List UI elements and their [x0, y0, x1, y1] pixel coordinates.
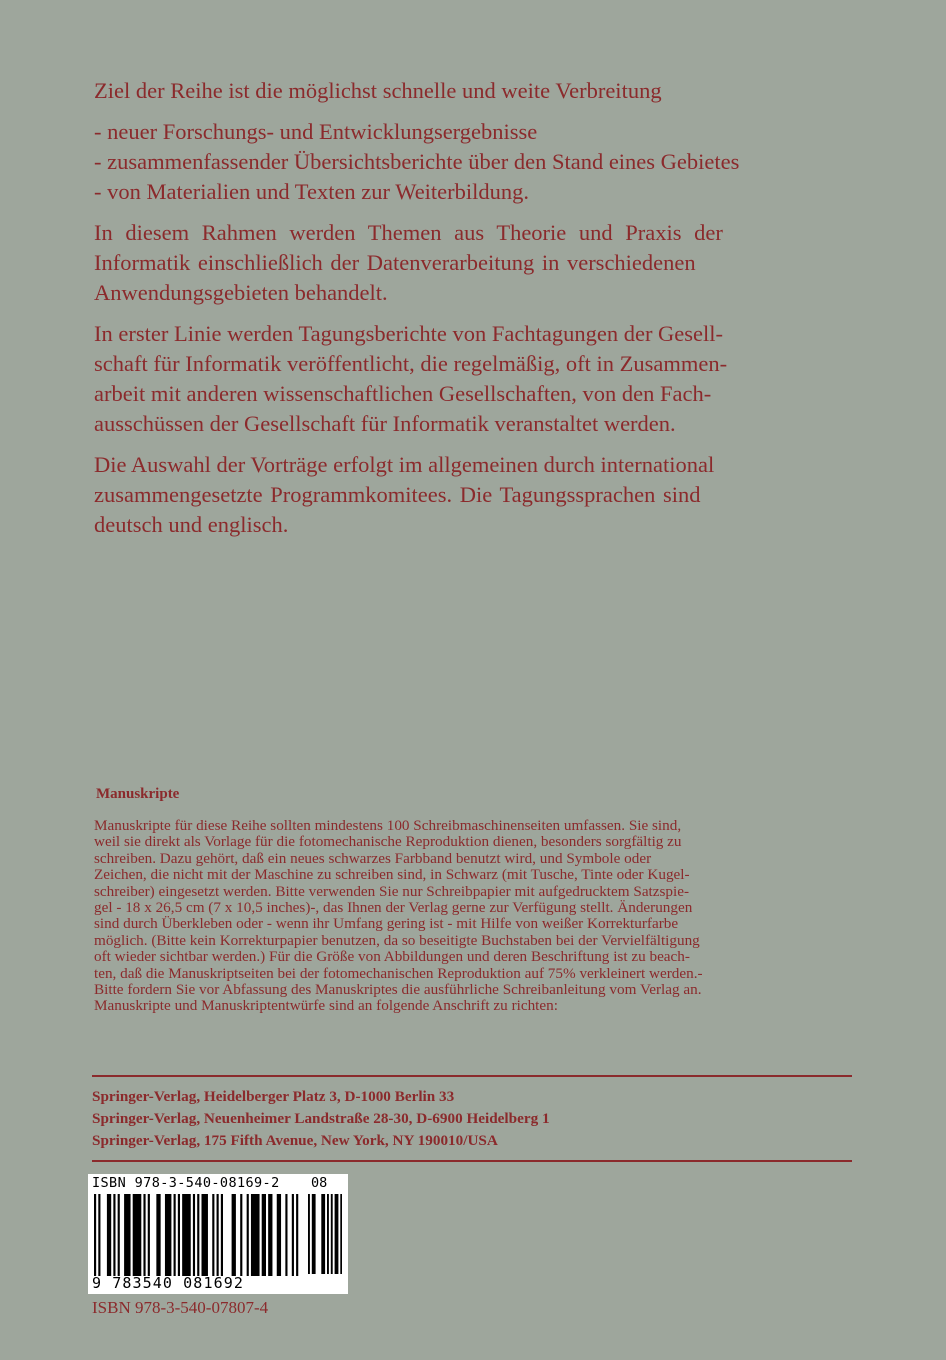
barcode-bar	[331, 1194, 333, 1274]
address-line: Springer-Verlag, Neuenheimer Landstraße 28-30, D-6900 Heidelberg 1	[92, 1110, 550, 1127]
barcode-bar	[178, 1194, 180, 1276]
barcode-bar	[277, 1194, 281, 1276]
bullet-item: - von Materialien und Texten zur Weiterbildung.	[94, 179, 530, 204]
isbn-barcode	[88, 1174, 348, 1294]
intro-paragraph-scope	[94, 218, 854, 308]
barcode-ean-digits: 9 783540 081692	[92, 1274, 244, 1292]
barcode-bar	[98, 1194, 100, 1276]
barcode-bar	[107, 1194, 111, 1276]
text-line: Manuskripte und Manuskriptentwürfe sind an folgende Anschrift zu richten:	[94, 997, 558, 1015]
intro-paragraph-proceedings	[94, 319, 854, 439]
text-line: schreiben. Dazu gehört, daß ein neues schwarzes Farbband benutzt wird, und Symbole oder	[94, 849, 652, 867]
address-line: Springer-Verlag, Heidelberger Platz 3, D-1000 Berlin 33	[92, 1088, 455, 1105]
text-line: oft wieder sichtbar werden.) Für die Größe von Abbildungen und deren Beschriftung ist zu beach-	[94, 948, 690, 966]
text-line: gel - 18 x 26,5 cm (7 x 10,5 inches)-, das Ihnen der Verlag gerne zur Verfügung stellt. Änderungen	[94, 899, 693, 917]
barcode-bar	[232, 1194, 236, 1276]
text-line: Die Auswahl der Vorträge erfolgt im allgemeinen durch international	[94, 452, 715, 477]
address-line: Springer-Verlag, 175 Fifth Avenue, New York, NY 190010/USA	[92, 1132, 498, 1149]
text-line: Manuskripte für diese Reihe sollten mindestens 100 Schreibmaschinenseiten umfassen. Sie sind,	[94, 817, 682, 834]
intro-paragraph-selection	[94, 450, 854, 540]
barcode-bar	[143, 1194, 145, 1276]
barcode-bar	[212, 1194, 214, 1276]
barcode-bar	[221, 1194, 223, 1276]
barcode-bar	[321, 1194, 325, 1274]
text-line: arbeit mit anderen wissenschaftlichen Gesellschaften, von den Fach-	[94, 381, 712, 406]
manuscripts-heading: Manuskripte	[96, 786, 180, 802]
intro-bullet-list	[94, 117, 854, 207]
text-line: Informatik einschließlich der Datenverarbeitung in verschiedenen	[94, 250, 696, 275]
text-line: möglich. (Bitte kein Korrekturpapier benutzen, da so beseitigte Buchstaben bei der Vervielfältigung	[94, 931, 700, 949]
barcode-bar	[148, 1194, 150, 1276]
barcode-bar	[240, 1194, 242, 1276]
barcode-bar	[296, 1194, 298, 1276]
text-line: ausschüssen der Gesellschaft für Informatik veranstaltet werden.	[94, 411, 676, 436]
intro-lead: Ziel der Reihe ist die möglichst schnelle und weite Verbreitung	[94, 78, 662, 103]
barcode-bar	[308, 1194, 310, 1274]
barcode-bar	[133, 1194, 142, 1276]
text-line: sind durch Überkleben oder - wenn ihr Umfang gering ist - mit Hilfe von weißer Korrekturfarbe	[94, 915, 679, 933]
text-line: Anwendungsgebieten behandelt.	[94, 280, 388, 305]
barcode-isbn-label: ISBN 978-3-540-08169-2	[92, 1175, 280, 1191]
barcode-bar	[94, 1194, 96, 1276]
text-line: In diesem Rahmen werden Themen aus Theorie und Praxis der	[94, 220, 723, 245]
barcode-bar	[268, 1194, 272, 1276]
publisher-addresses	[92, 1086, 550, 1152]
text-line: zusammengesetzte Programmkomitees. Die Tagungssprachen sind	[94, 482, 701, 507]
barcode-bar	[202, 1194, 208, 1276]
barcode-bar	[182, 1194, 191, 1276]
barcode-bar	[165, 1194, 171, 1276]
text-line: deutsch und englisch.	[94, 512, 289, 537]
text-line: ten, daß die Manuskriptseiten bei der fotomechanischen Reproduktion auf 75% verkleinert werden.-	[94, 964, 703, 982]
divider-top	[92, 1075, 852, 1077]
barcode-bar	[292, 1194, 294, 1276]
barcode-bar	[113, 1194, 115, 1276]
barcode-bar	[124, 1194, 130, 1276]
manuscripts-instructions	[94, 818, 850, 1015]
barcode-bar	[251, 1194, 260, 1276]
barcode-bar	[193, 1194, 195, 1276]
text-line: schreiber) eingesetzt werden. Bitte verwenden Sie nur Schreibpapier mit aufgedrucktem Satzspie-	[94, 882, 690, 900]
barcode-bar	[262, 1194, 266, 1276]
text-line: Bitte fordern Sie vor Abfassung des Manuskriptes die ausführliche Schreibanleitung vom Verlag an.	[94, 981, 702, 999]
addon-barcode-bars	[308, 1194, 342, 1274]
barcode-bar	[217, 1194, 219, 1276]
barcode-bar	[118, 1194, 120, 1276]
text-line: schaft für Informatik veröffentlicht, die regelmäßig, oft in Zusammen-	[94, 351, 728, 376]
isbn-series-number: ISBN 978-3-540-07807-4	[92, 1298, 269, 1317]
barcode-bar	[285, 1194, 287, 1276]
ean-barcode-bars	[94, 1194, 300, 1276]
divider-bottom	[92, 1160, 852, 1162]
barcode-bar	[174, 1194, 176, 1276]
barcode-bar	[335, 1194, 339, 1274]
text-line: In erster Linie werden Tagungsberichte von Fachtagungen der Gesell-	[94, 321, 724, 346]
barcode-addon-digits: 08	[311, 1175, 328, 1191]
bullet-item: - neuer Forschungs- und Entwicklungsergebnisse	[94, 119, 538, 144]
barcode-bar	[247, 1194, 249, 1276]
barcode-bar	[327, 1194, 329, 1274]
barcode-bar	[340, 1194, 342, 1274]
text-line: Zeichen, die nicht mit der Maschine zu schreiben sind, in Schwarz (mit Tusche, Tinte oder Kugel-	[94, 866, 690, 884]
barcode-bar	[156, 1194, 160, 1276]
bullet-item: - zusammenfassender Übersichtsberichte über den Stand eines Gebietes	[94, 149, 740, 174]
barcode-bar	[312, 1194, 316, 1274]
barcode-bar	[197, 1194, 199, 1276]
series-description	[94, 76, 854, 551]
text-line: weil sie direkt als Vorlage für die fotomechanische Reproduktion dienen, besonders sorgfältig zu	[94, 833, 682, 851]
